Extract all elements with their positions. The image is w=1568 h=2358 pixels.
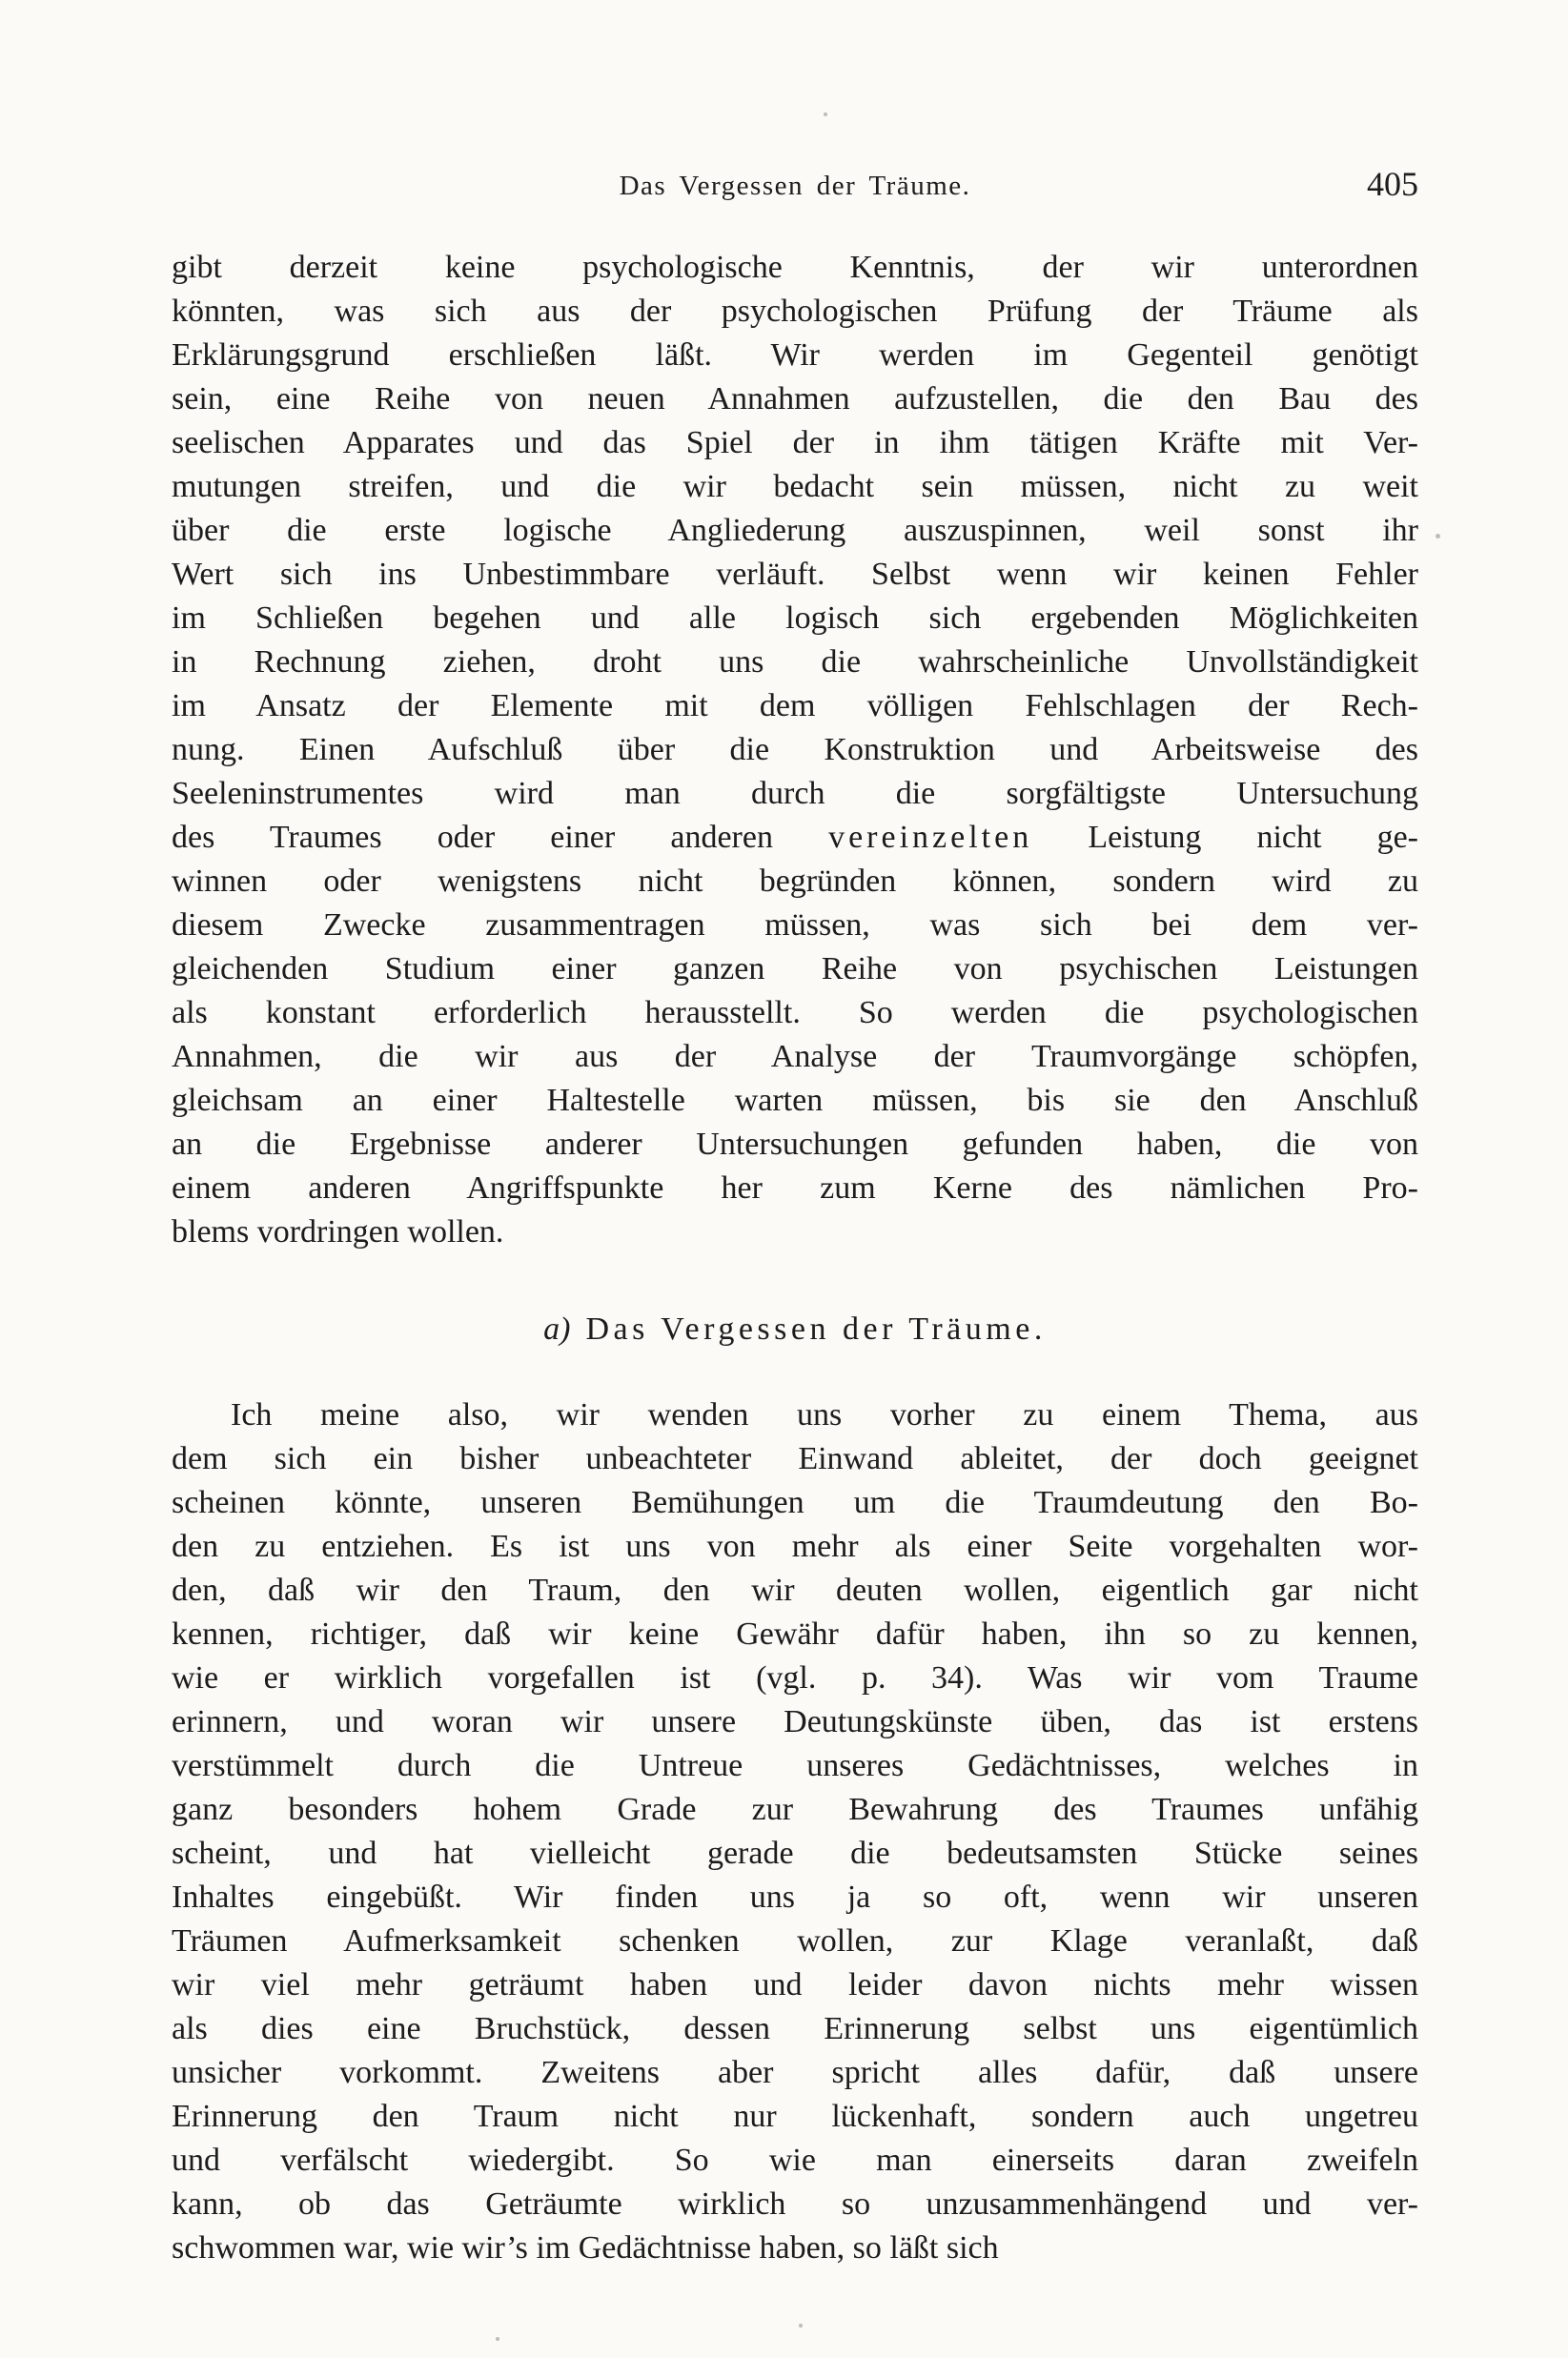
text-line: ganz besonders hohem Grade zur Bewahrung des Traumes unfähig [172,1792,1418,1827]
section-heading [172,1308,1418,1352]
text-line: Seeleninstrumentes wird man durch die sorgfältigste Untersuchung [172,776,1418,811]
text-line: Ich meine also, wir wenden uns vorher zu einem Thema, aus [231,1397,1418,1433]
text-line: blems vordringen wollen. [172,1214,504,1250]
text-line: sein, eine Reihe von neuen Annahmen aufzustellen, die den Bau des [172,381,1418,417]
scan-artifact [824,112,827,116]
text-line: seelischen Apparates und das Spiel der in ihm tätigen Kräfte mit Ver- [172,425,1418,460]
text-line: in Rechnung ziehen, droht uns die wahrscheinliche Unvollständigkeit [172,644,1418,680]
text-line: schwommen war, wie wir’s im Gedächtnisse haben, so läßt sich [172,2230,999,2266]
text-line: Inhaltes eingebüßt. Wir finden uns ja so oft, wenn wir unseren [172,1880,1418,1915]
emphasized-word: vereinzelten [828,820,1033,855]
text-line: über die erste logische Angliederung auszuspinnen, weil sonst ihr [172,513,1418,548]
text-line: Erklärungsgrund erschließen läßt. Wir werden im Gegenteil genötigt [172,337,1418,373]
text-line: im Schließen begehen und alle logisch sich ergebenden Möglichkeiten [172,600,1418,636]
section-heading-text: Das Vergessen der Träume. [585,1311,1047,1347]
text-line: als dies eine Bruchstück, dessen Erinnerung selbst uns eigentümlich [172,2011,1418,2046]
text-line: unsicher vorkommt. Zweitens aber spricht alles dafür, daß unsere [172,2055,1418,2090]
text-line: Träumen Aufmerksamkeit schenken wollen, zur Klage veranlaßt, daß [172,1923,1418,1959]
text-line: scheint, und hat vielleicht gerade die bedeutsamsten Stücke seines [172,1836,1418,1871]
text-line: dem sich ein bisher unbeachteter Einwand ableitet, der doch geeignet [172,1441,1418,1476]
scan-artifact [496,2337,499,2341]
text-line: mutungen streifen, und die wir bedacht sein müssen, nicht zu weit [172,469,1418,504]
scan-artifact [1436,534,1440,539]
text-line: wie er wirklich vorgefallen ist (vgl. p. 34). Was wir vom Traume [172,1660,1418,1696]
text-line: Wert sich ins Unbestimmbare verläuft. Selbst wenn wir keinen Fehler [172,557,1418,592]
text-line: diesem Zwecke zusammentragen müssen, was sich bei dem ver- [172,907,1418,943]
text-line: und verfälscht wiedergibt. So wie man einerseits daran zweifeln [172,2143,1418,2178]
section-heading-prefix: a) [543,1311,571,1347]
page-header [172,162,1418,202]
book-page [172,162,1418,2270]
text-line: wir viel mehr geträumt haben und leider davon nichts mehr wissen [172,1967,1418,2002]
text-line: gleichenden Studium einer ganzen Reihe von psychischen Leistungen [172,951,1418,986]
text-line: scheinen könnte, unseren Bemühungen um die Traumdeutung den Bo- [172,1485,1418,1520]
text-line: gibt derzeit keine psychologische Kenntnis, der wir unterordnen [172,250,1418,285]
text-line: den, daß wir den Traum, den wir deuten wollen, eigentlich gar nicht [172,1573,1418,1608]
text-line: Erinnerung den Traum nicht nur lückenhaft, sondern auch ungetreu [172,2099,1418,2134]
text-line: des Traumes oder einer anderen vereinzelten Leistung nicht ge- [172,820,1418,855]
text-line: gleichsam an einer Haltestelle warten müssen, bis sie den Anschluß [172,1083,1418,1118]
text-line: einem anderen Angriffspunkte her zum Kerne des nämlichen Pro- [172,1170,1418,1206]
text-line: an die Ergebnisse anderer Untersuchungen gefunden haben, die von [172,1127,1418,1162]
text-line: kennen, richtiger, daß wir keine Gewähr dafür haben, ihn so zu kennen, [172,1616,1418,1652]
text-line: nung. Einen Aufschluß über die Konstruktion und Arbeitsweise des [172,732,1418,767]
scan-artifact [799,2324,803,2328]
paragraph-forgetting-dreams [172,1393,1418,2270]
text-line: Annahmen, die wir aus der Analyse der Traumvorgänge schöpfen, [172,1039,1418,1074]
text-line: kann, ob das Geträumte wirklich so unzusammenhängend und ver- [172,2186,1418,2222]
running-head-title: Das Vergessen der Träume. [619,171,971,201]
text-line: winnen oder wenigstens nicht begründen können, sondern wird zu [172,864,1418,899]
text-line: könnten, was sich aus der psychologischen Prüfung der Träume als [172,294,1418,329]
paragraph-continuation [172,246,1418,1254]
text-line: im Ansatz der Elemente mit dem völligen Fehlschlagen der Rech- [172,688,1418,723]
text-line: verstümmelt durch die Untreue unseres Gedächtnisses, welches in [172,1748,1418,1783]
text-line: den zu entziehen. Es ist uns von mehr als einer Seite vorgehalten wor- [172,1529,1418,1564]
text-line: erinnern, und woran wir unsere Deutungskünste üben, das ist erstens [172,1704,1418,1739]
page-number: 405 [1367,165,1418,203]
text-line: als konstant erforderlich herausstellt. So werden die psychologischen [172,995,1418,1030]
